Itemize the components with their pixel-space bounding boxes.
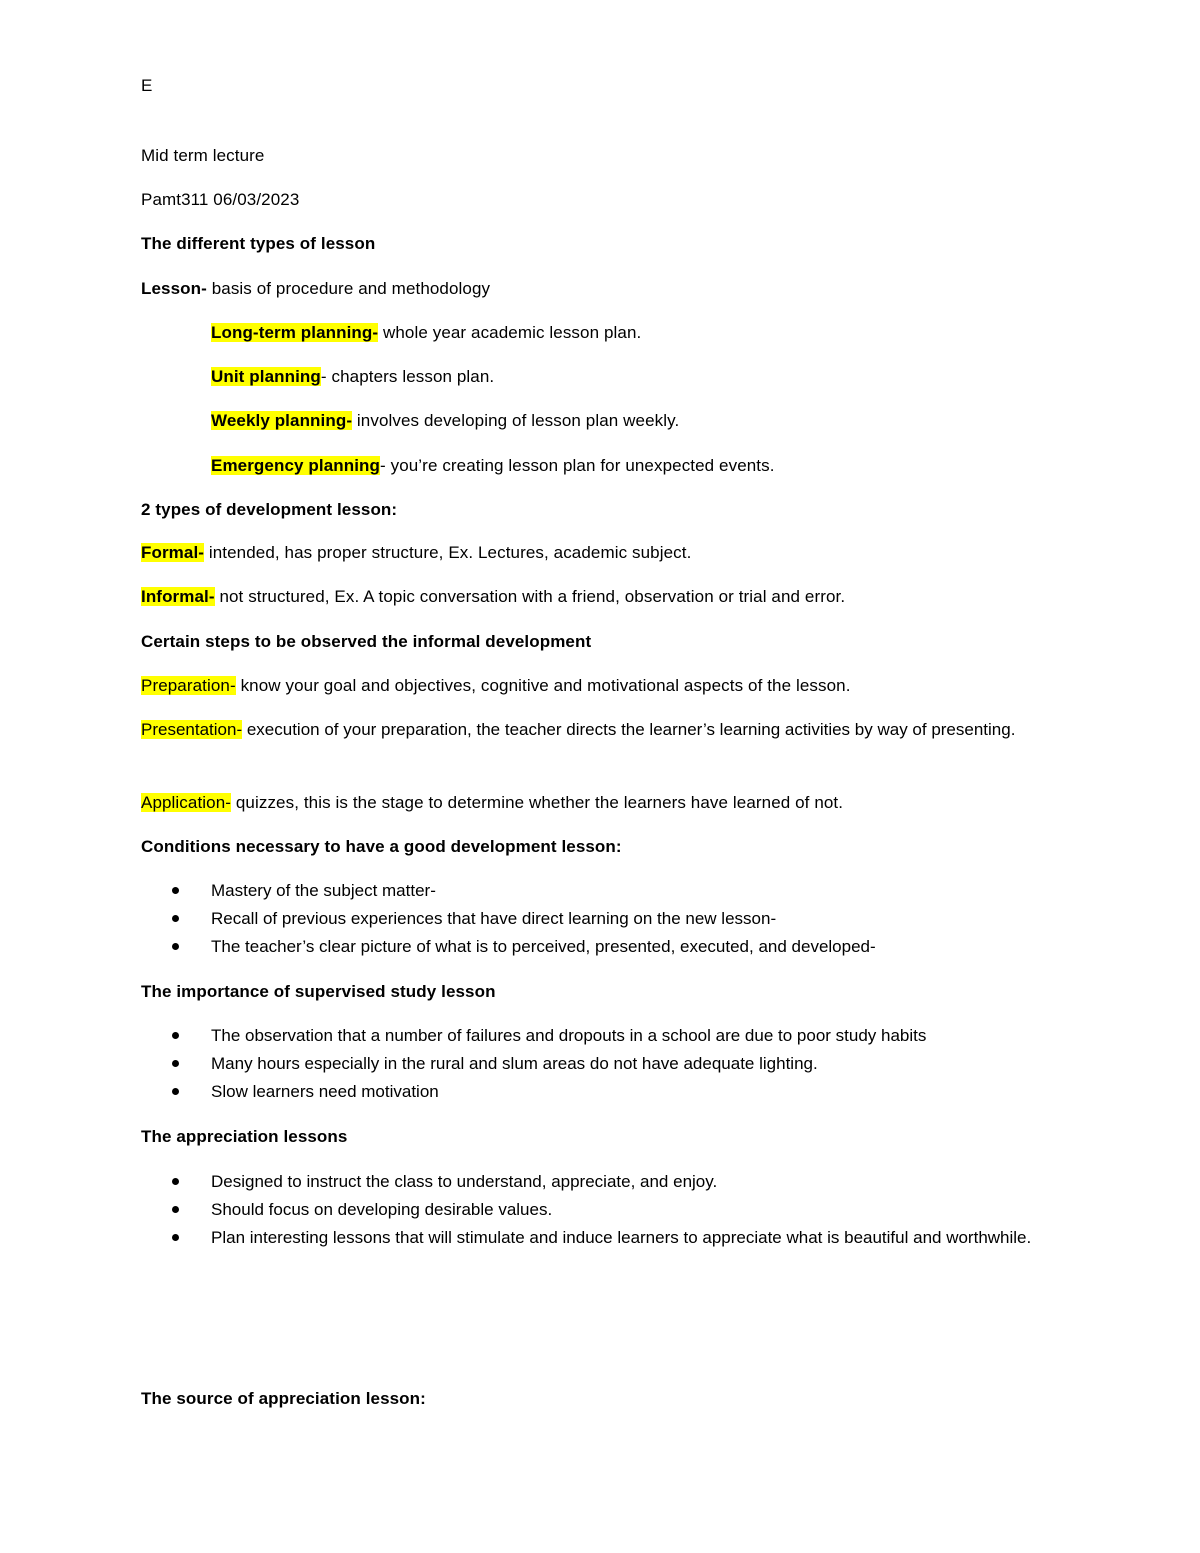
- bullet-dot: [172, 943, 179, 950]
- plan-term: Unit planning: [211, 367, 321, 386]
- step-term: Presentation-: [141, 720, 243, 739]
- document-title: Mid term lecture: [141, 146, 265, 165]
- plan-def: - chapters lesson plan.: [320, 367, 495, 386]
- course-and-date: Pamt311 06/03/2023: [141, 190, 300, 209]
- step-def: know your goal and objectives, cognitive and motivational aspects of the lesson.: [235, 676, 851, 695]
- heading-appreciation-lessons: The appreciation lessons: [141, 1127, 348, 1146]
- heading-supervised-study: The importance of supervised study lesson: [141, 982, 496, 1001]
- plan-def: whole year academic lesson plan.: [378, 323, 642, 342]
- appreciation-item: Plan interesting lessons that will stimulate and induce learners to appreciate what is beautiful and worthwhile.: [211, 1228, 1032, 1247]
- dev-term: Formal-: [141, 543, 205, 562]
- heading-types-of-lesson: The different types of lesson: [141, 234, 376, 253]
- condition-item: Recall of previous experiences that have direct learning on the new lesson-: [211, 909, 777, 928]
- bullet-dot: [172, 1234, 179, 1241]
- step-item-preparation: [141, 675, 851, 697]
- lesson-def: basis of procedure and methodology: [206, 279, 491, 298]
- appreciation-item: Should focus on developing desirable values.: [211, 1200, 553, 1219]
- bullet-dot: [172, 887, 179, 894]
- heading-informal-steps: Certain steps to be observed the informal development: [141, 632, 592, 651]
- plan-term: Long-term planning-: [211, 323, 379, 342]
- bullet-dot: [172, 1206, 179, 1213]
- step-item-application: [141, 792, 843, 814]
- plan-item-emergency: [211, 455, 775, 477]
- heading-conditions: Conditions necessary to have a good development lesson:: [141, 837, 622, 856]
- plan-item-unit: [211, 366, 494, 388]
- appreciation-item: Designed to instruct the class to understand, appreciate, and enjoy.: [211, 1172, 718, 1191]
- step-def: quizzes, this is the stage to determine whether the learners have learned of not.: [231, 793, 844, 812]
- bullet-dot: [172, 1032, 179, 1039]
- step-def: execution of your preparation, the teacher directs the learner’s learning activities by way of presenting.: [242, 720, 1016, 739]
- dev-def: intended, has proper structure, Ex. Lectures, academic subject.: [204, 543, 692, 562]
- step-term: Application-: [141, 793, 232, 812]
- plan-term: Emergency planning: [211, 456, 381, 475]
- supervised-item: Slow learners need motivation: [211, 1082, 439, 1101]
- plan-def: involves developing of lesson plan weekly.: [352, 411, 680, 430]
- bullet-dot: [172, 915, 179, 922]
- condition-item: The teacher’s clear picture of what is to perceived, presented, executed, and developed-: [211, 937, 876, 956]
- lesson-term: Lesson-: [141, 279, 207, 298]
- header-letter: E: [141, 76, 153, 95]
- dev-term: Informal-: [141, 587, 215, 606]
- lesson-definition: [141, 278, 490, 300]
- step-item-presentation: [141, 715, 1061, 744]
- heading-source-appreciation: The source of appreciation lesson:: [141, 1389, 426, 1408]
- heading-development-lesson: 2 types of development lesson:: [141, 500, 398, 519]
- bullet-dot: [172, 1178, 179, 1185]
- bullet-dot: [172, 1060, 179, 1067]
- bullet-dot: [172, 1088, 179, 1095]
- supervised-item: Many hours especially in the rural and slum areas do not have adequate lighting.: [211, 1054, 818, 1073]
- step-term: Preparation-: [141, 676, 236, 695]
- plan-term: Weekly planning-: [211, 411, 353, 430]
- condition-item: Mastery of the subject matter-: [211, 881, 436, 900]
- plan-item-weekly: [211, 410, 679, 432]
- plan-item-long-term: [211, 322, 641, 344]
- dev-def: not structured, Ex. A topic conversation with a friend, observation or trial and error.: [214, 587, 846, 606]
- dev-item-informal: [141, 586, 845, 608]
- plan-def: - you’re creating lesson plan for unexpected events.: [380, 456, 775, 475]
- dev-item-formal: [141, 542, 691, 564]
- supervised-item: The observation that a number of failures and dropouts in a school are due to poor study habits: [211, 1026, 927, 1045]
